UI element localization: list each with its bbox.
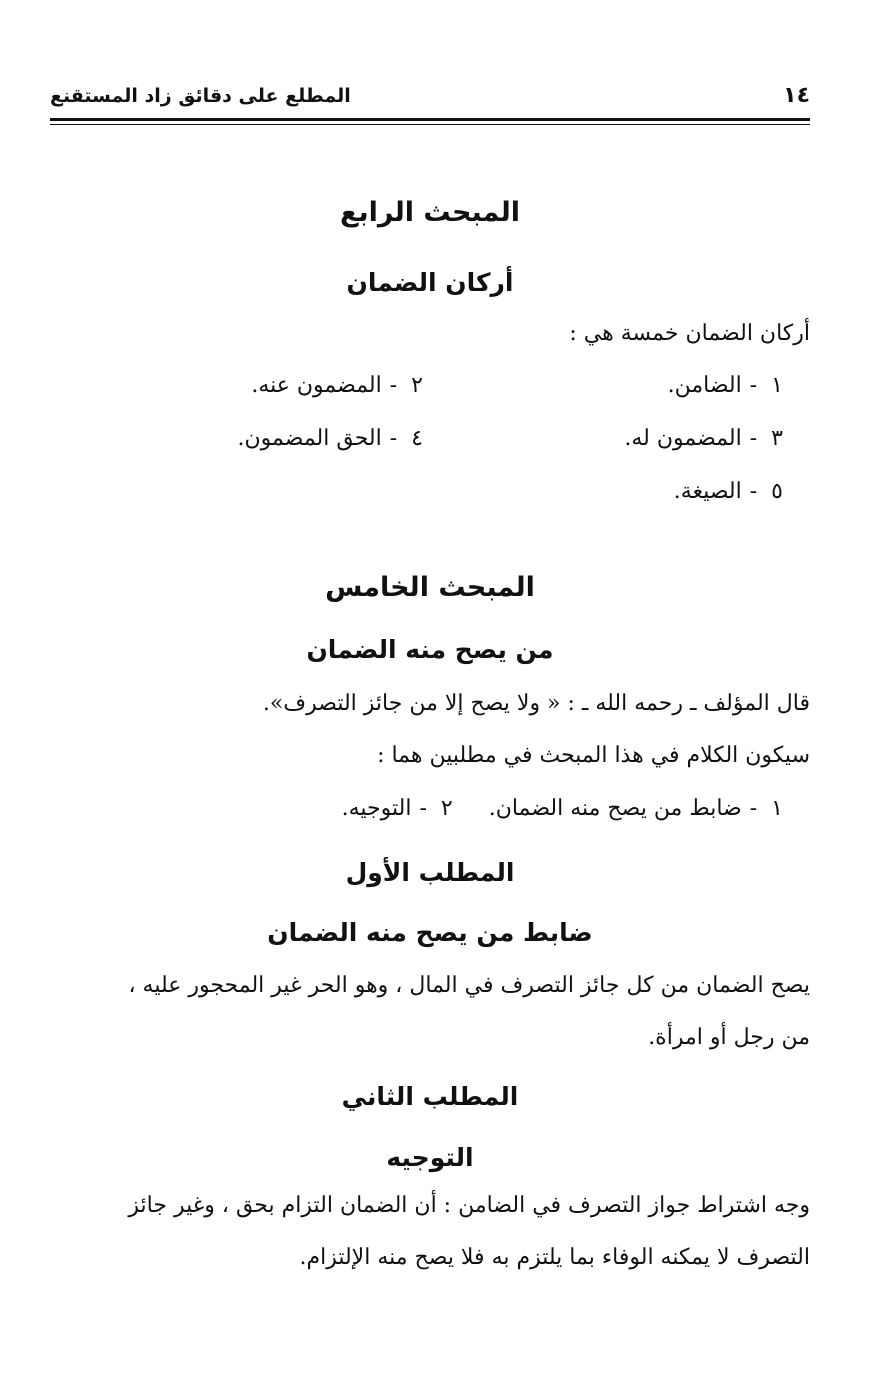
header-rule-thin xyxy=(50,124,810,125)
matlab2-subheading: التوجيه xyxy=(386,1143,474,1172)
list-item-text: الصيغة. xyxy=(673,479,742,504)
matlab2-heading: المطلب الثاني xyxy=(341,1082,519,1111)
list-item: ١-الضامن. xyxy=(668,370,783,402)
list-item: ٥-الصيغة. xyxy=(674,476,783,508)
matlab2-paragraph-line1: وجه اشتراط جواز التصرف في الضامن : أن الضمان التزام بحق ، وغير جائز xyxy=(128,1193,810,1218)
list-item-number: ٣ xyxy=(771,426,783,451)
list-item-text: المضمون عنه. xyxy=(251,373,382,398)
list-item-number: ٤ xyxy=(411,426,423,451)
list-item-text: الحق المضمون. xyxy=(237,426,382,451)
list-item-number: ٢ xyxy=(440,796,453,821)
matlab1-paragraph-line1: يصح الضمان من كل جائز التصرف في المال ، وهو الحر غير المحجور عليه ، xyxy=(128,973,810,998)
list-item: ٣-المضمون له. xyxy=(624,423,783,455)
matlab1-paragraph-line2: من رجل أو امرأة. xyxy=(648,1025,810,1050)
section5-intro: سيكون الكلام في هذا المبحث في مطلبين هما : xyxy=(377,743,810,768)
matlab1-subheading: ضابط من يصح منه الضمان xyxy=(267,918,593,947)
list-item: ١-ضابط من يصح منه الضمان. ٢-التوجيه. xyxy=(342,793,783,825)
section4-heading: المبحث الرابع xyxy=(340,197,520,228)
list-item: ٢-المضمون عنه. xyxy=(251,370,423,402)
section4-subheading: أركان الضمان xyxy=(346,268,514,297)
list-item-number: ١ xyxy=(771,796,783,821)
matlab2-paragraph-line2: التصرف لا يمكنه الوفاء بما يلتزم به فلا يصح منه الإلتزام. xyxy=(299,1245,810,1270)
matlab1-heading: المطلب الأول xyxy=(345,858,515,887)
list-item-number: ٢ xyxy=(411,373,423,398)
section4-intro: أركان الضمان خمسة هي : xyxy=(569,321,810,346)
list-item-text: المضمون له. xyxy=(624,426,742,451)
section5-subheading: من يصح منه الضمان xyxy=(306,635,554,664)
list-item-number: ٥ xyxy=(771,479,783,504)
page-number: ١٤ xyxy=(783,83,810,108)
list-item-text: التوجيه. xyxy=(341,796,412,821)
section5-quote: قال المؤلف ـ رحمه الله ـ : « ولا يصح إلا من جائز التصرف». xyxy=(262,691,810,716)
list-item-text: الضامن. xyxy=(667,373,742,398)
header-rule-thick xyxy=(50,118,810,121)
book-title: المطلع على دقائق زاد المستقنع xyxy=(50,85,351,107)
list-item: ٤-الحق المضمون. xyxy=(238,423,423,455)
section5-heading: المبحث الخامس xyxy=(325,572,535,603)
list-item-text: ضابط من يصح منه الضمان. xyxy=(488,796,742,821)
list-item-number: ١ xyxy=(771,373,783,398)
running-header xyxy=(50,82,810,118)
